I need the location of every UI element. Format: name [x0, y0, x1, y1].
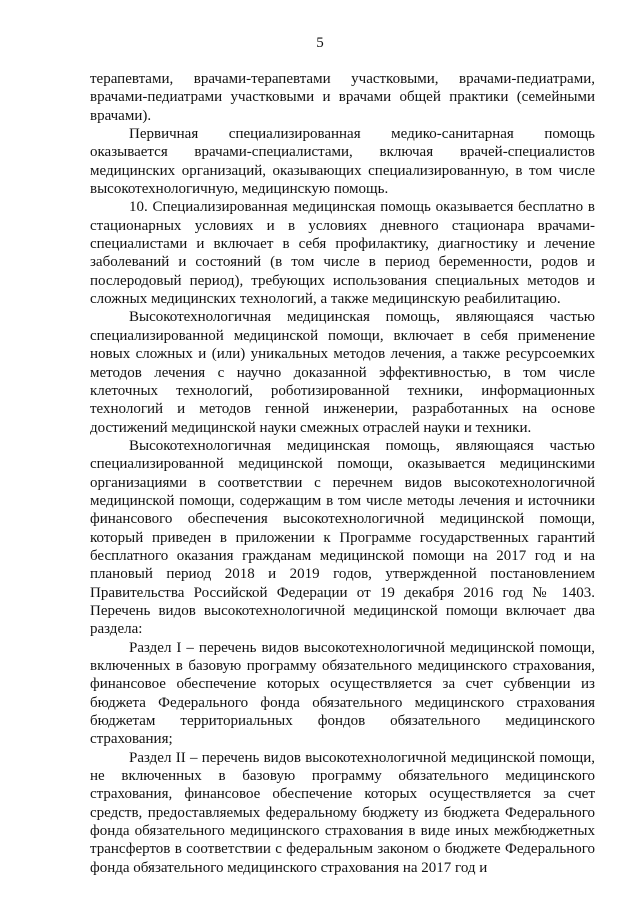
paragraph-2: Первичная специализированная медико-санитарная помощь оказывается врачами-специалистами, включая врачей-специалистов медицинских организаций, оказывающих специализированную, в том числе высокотехнологичную, медицинскую помощь. [90, 126, 595, 198]
paragraph-4: Высокотехнологичная медицинская помощь, являющаяся частью специализированной медицинской помощи, включает в себя применение новых сложных и (или) уникальных методов лечения, а также ресурсоемких методов лечения с научно доказанной эффективностью, в том числе клеточных технологий, роботизированной техники, информационных технологий и методов генной инженерии, разработанных на основе достижений медицинской науки смежных отраслей науки и техники. [90, 309, 595, 436]
paragraph-3: 10. Специализированная медицинская помощь оказывается бесплатно в стационарных условиях и в условиях дневного стационара врачами-специалистами и включает в себя профилактику, диагностику и лечение заболеваний и состояний (в том числе в период беременности, родов и послеродовый период), требующих использования специальных методов и сложных медицинских технологий, а также медицинскую реабилитацию. [90, 199, 595, 308]
paragraph-5: Высокотехнологичная медицинская помощь, являющаяся частью специализированной медицинской помощи, оказывается медицинскими организациями в соответствии с перечнем видов высокотехнологичной медицинской помощи, содержащим в том числе методы лечения и источники финансового обеспечения высокотехнологичной медицинской помощи, который приведен в приложении к Программе государственных гарантий бесплатного оказания гражданам медицинской помощи на 2017 год и на плановый период 2018 и 2019 годов, утвержденной постановлением Правительства Российской Федерации от 19 декабря 2016 год № 1403. Перечень видов высокотехнологичной медицинской помощи включает два раздела: [90, 437, 595, 638]
paragraph-7: Раздел II – перечень видов высокотехнологичной медицинской помощи, не включенных в базовую программу обязательного медицинского страхования, финансовое обеспечение которых осуществляется за счет средств, предоставляемых федеральному бюджету из бюджета Федерального фонда обязательного медицинского страхования в виде иных межбюджетных трансфертов в соответствии с федеральным законом о бюджете Федерального фонда обязательного медицинского страхования на 2017 год и [90, 749, 595, 876]
paragraph-1: терапевтами, врачами-терапевтами участковыми, врачами-педиатрами, врачами-педиатрами участковыми и врачами общей практики (семейными врачами). [90, 71, 595, 124]
paragraph-6: Раздел I – перечень видов высокотехнологичной медицинской помощи, включенных в базовую программу обязательного медицинского страхования, финансовое обеспечение которых осуществляется за счет субвенции из бюджета Федерального фонда обязательного медицинского страхования бюджетам территориальных фондов обязательного медицинского страхования; [90, 639, 595, 748]
body-text [90, 70, 595, 877]
page-number: 5 [316, 35, 324, 51]
